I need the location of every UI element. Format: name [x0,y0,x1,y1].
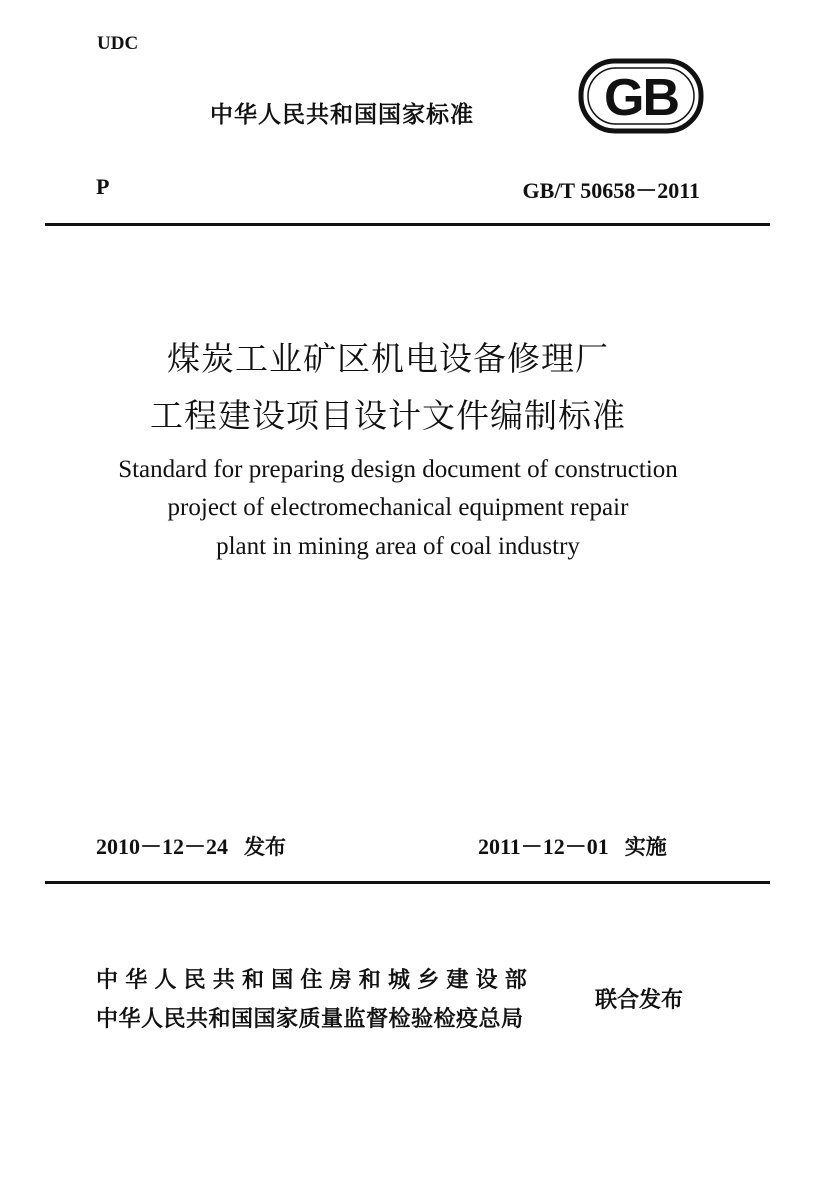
national-standard-heading: 中华人民共和国国家标准 [210,102,474,128]
standard-number: GB/T 50658－2011 [522,178,700,203]
classification-code: P [96,174,110,199]
bottom-divider [45,881,770,884]
issuer-line-1: 中华人民共和国住房和城乡建设部 [96,968,535,993]
issue-date: 2010－12－24 [96,834,229,859]
issuer-line-2: 中华人民共和国国家质量监督检验检疫总局 [96,1007,524,1032]
udc-label: UDC [97,33,139,54]
gb-logo-icon [578,58,704,134]
top-divider [45,223,770,226]
joint-issue-label: 联合发布 [595,988,684,1013]
issue-label: 发布 [244,835,287,859]
title-chinese-line-1: 煤炭工业矿区机电设备修理厂 [167,339,609,378]
gb-logo [578,58,704,134]
implement-date: 2011－12－01 [478,834,609,859]
title-english-line-2: project of electromechanical equipment repair [167,494,629,521]
gb-logo-text: GB [604,69,678,127]
title-english-line-3: plant in mining area of coal industry [216,533,580,560]
implement-date-block [478,830,667,861]
title-chinese-line-2: 工程建设项目设计文件编制标准 [150,396,626,435]
title-english-line-1: Standard for preparing design document of construction [118,456,678,483]
issue-date-block [96,830,286,861]
implement-label: 实施 [624,835,667,859]
